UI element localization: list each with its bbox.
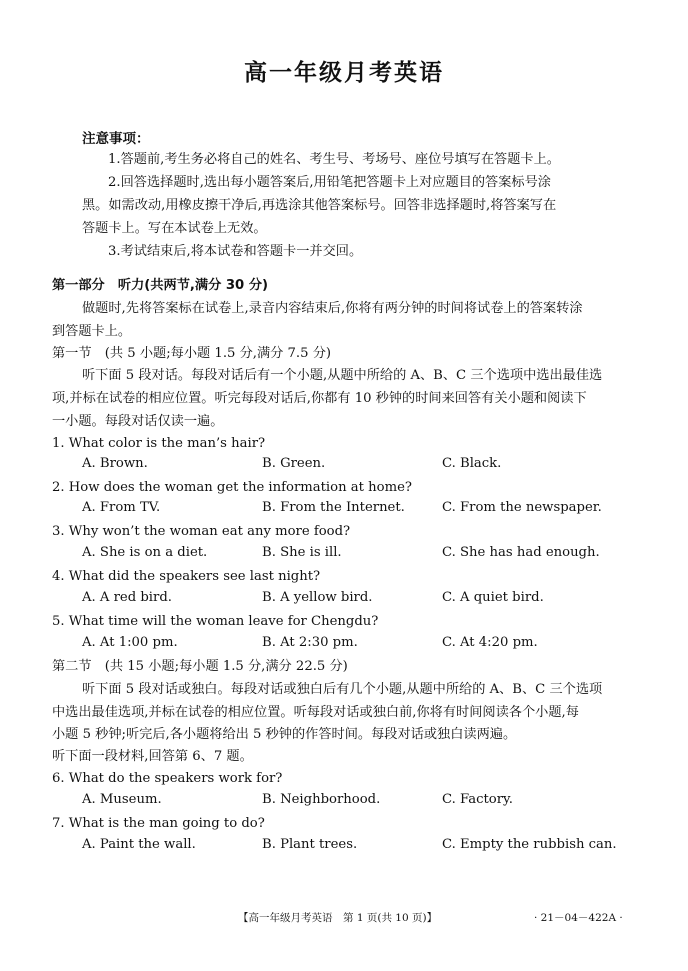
- question-text: 6. What do the speakers work for?: [52, 771, 283, 786]
- section2-instruction: 小题 5 秒钟;听完后,各小题将给出 5 秒钟的作答时间。每段对话或独白读两遍。: [52, 727, 517, 742]
- option-b: B. A yellow bird.: [262, 590, 373, 605]
- question-text: 5. What time will the woman leave for Chengdu?: [52, 614, 379, 629]
- question-text: 2. How does the woman get the information at home?: [52, 480, 412, 495]
- option-c: C. Empty the rubbish can.: [442, 837, 617, 852]
- option-a: A. From TV.: [82, 500, 161, 515]
- section1-heading: 第一节 (共 5 小题;每小题 1.5 分,满分 7.5 分): [52, 346, 332, 361]
- notice-line: 答题卡上。写在本试卷上无效。: [82, 221, 267, 236]
- question-text: 1. What color is the man’s hair?: [52, 436, 266, 451]
- page-title: 高一年级月考英语: [244, 60, 444, 86]
- page-footer: 【高一年级月考英语 第 1 页(共 10 页)】: [238, 912, 438, 924]
- exam-code: · 21－04－422A ·: [534, 912, 623, 924]
- option-b: B. Neighborhood.: [262, 792, 381, 807]
- question-text: 3. Why won’t the woman eat any more food?: [52, 524, 351, 539]
- notice-line: 2.回答选择题时,选出每小题答案后,用铅笔把答题卡上对应题目的答案标号涂: [108, 175, 551, 190]
- part1-heading: 第一部分 听力(共两节,满分 30 分): [52, 278, 269, 293]
- option-c: C. She has had enough.: [442, 545, 600, 560]
- section1-instruction: 听下面 5 段对话。每段对话后有一个小题,从题中所给的 A、B、C 三个选项中选出最佳选: [82, 368, 603, 383]
- option-b: B. Plant trees.: [262, 837, 358, 852]
- option-c: C. A quiet bird.: [442, 590, 544, 605]
- notice-line: 3.考试结束后,将本试卷和答题卡一并交回。: [108, 244, 363, 259]
- section2-instruction: 听下面一段材料,回答第 6、7 题。: [52, 749, 253, 764]
- option-b: B. From the Internet.: [262, 500, 405, 515]
- section2-heading: 第二节 (共 15 小题;每小题 1.5 分,满分 22.5 分): [52, 659, 348, 674]
- question-text: 7. What is the man going to do?: [52, 816, 265, 831]
- part1-instruction: 到答题卡上。: [52, 324, 132, 339]
- notice-line: 1.答题前,考生务必将自己的姓名、考生号、考场号、座位号填写在答题卡上。: [108, 152, 560, 167]
- option-a: A. Museum.: [82, 792, 162, 807]
- option-c: C. At 4:20 pm.: [442, 635, 538, 650]
- notice-line: 黑。如需改动,用橡皮擦干净后,再选涂其他答案标号。回答非选择题时,将答案写在: [82, 198, 557, 213]
- option-c: C. Factory.: [442, 792, 513, 807]
- section1-instruction: 一小题。每段对话仅读一遍。: [52, 414, 224, 429]
- option-a: A. Brown.: [82, 456, 148, 471]
- section1-instruction: 项,并标在试卷的相应位置。听完每段对话后,你都有 10 秒钟的时间来回答有关小题和阅读下: [52, 391, 587, 406]
- section2-instruction: 中选出最佳选项,并标在试卷的相应位置。听每段对话或独白前,你将有时间阅读各个小题,每: [52, 705, 579, 720]
- part1-instruction: 做题时,先将答案标在试卷上,录音内容结束后,你将有两分钟的时间将试卷上的答案转涂: [82, 301, 583, 316]
- option-a: A. A red bird.: [82, 590, 172, 605]
- option-b: B. She is ill.: [262, 545, 342, 560]
- option-b: B. Green.: [262, 456, 326, 471]
- notice-heading: 注意事项：: [82, 131, 150, 147]
- option-a: A. Paint the wall.: [82, 837, 196, 852]
- option-a: A. At 1:00 pm.: [82, 635, 178, 650]
- question-text: 4. What did the speakers see last night?: [52, 569, 321, 584]
- section2-instruction: 听下面 5 段对话或独白。每段对话或独白后有几个小题,从题中所给的 A、B、C 三个选项: [82, 682, 603, 697]
- option-c: C. Black.: [442, 456, 502, 471]
- option-a: A. She is on a diet.: [82, 545, 208, 560]
- option-b: B. At 2:30 pm.: [262, 635, 358, 650]
- option-c: C. From the newspaper.: [442, 500, 602, 515]
